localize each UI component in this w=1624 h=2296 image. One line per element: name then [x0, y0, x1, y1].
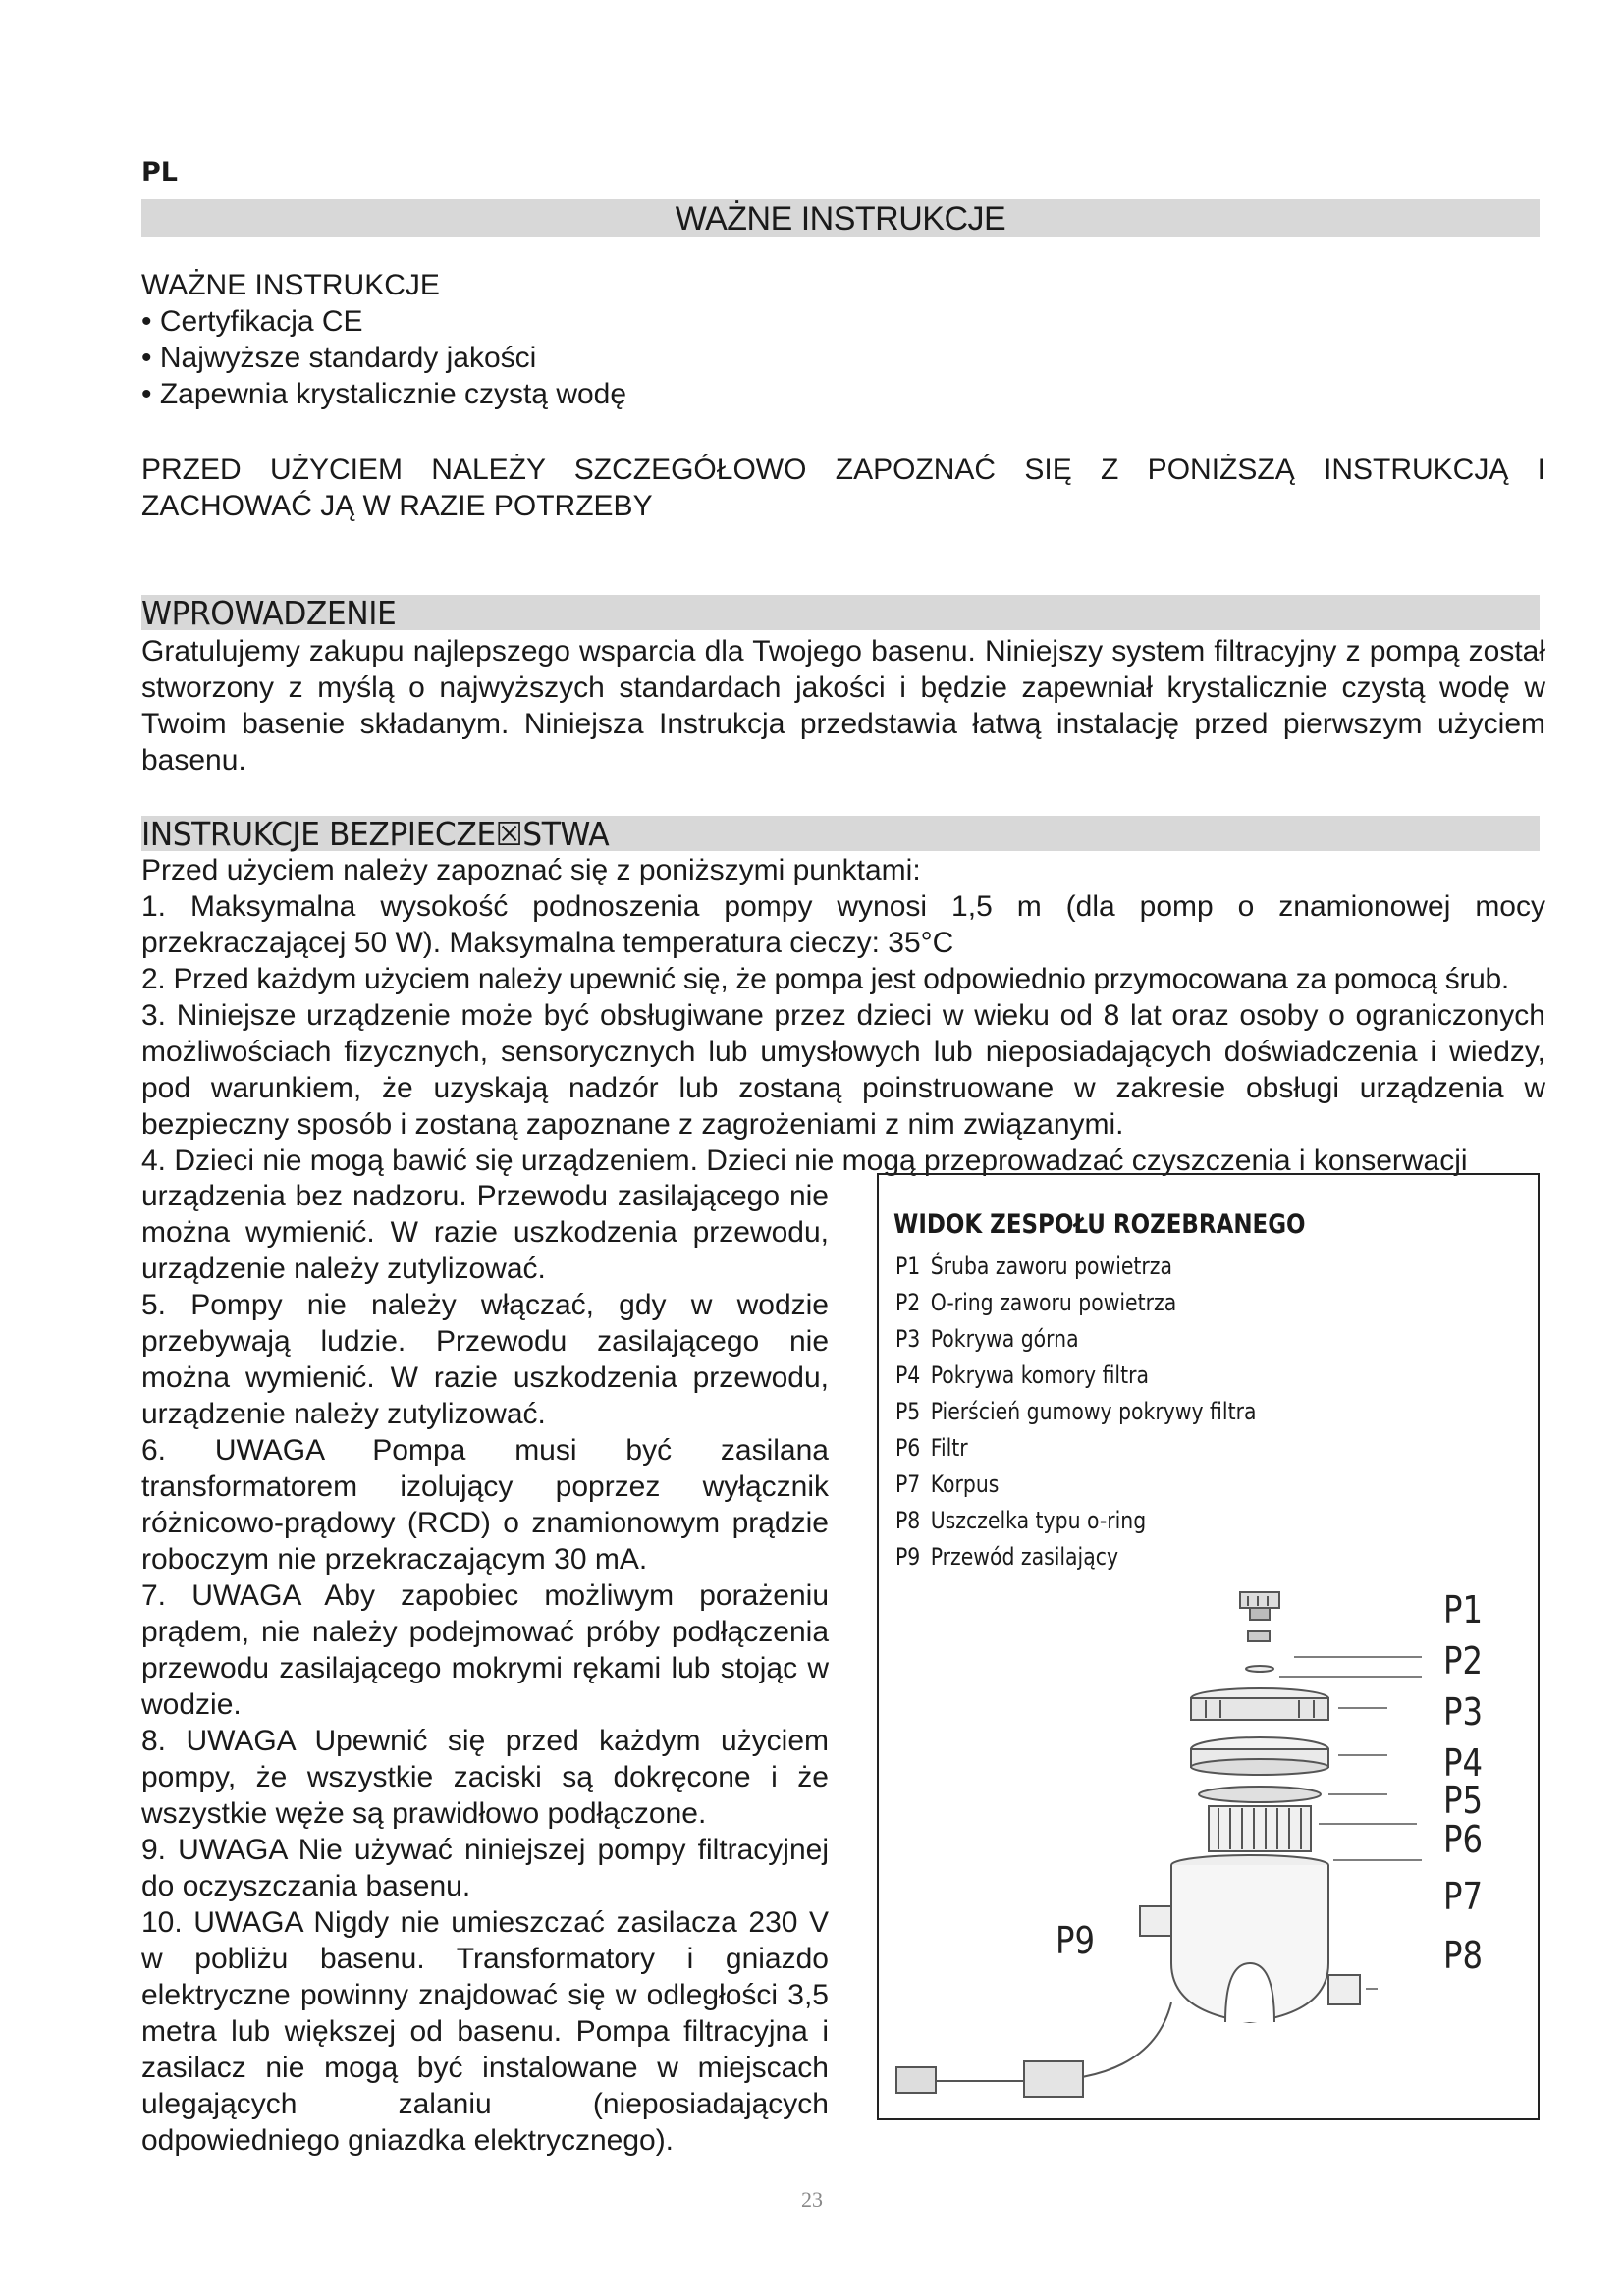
air-valve-screw	[1240, 1592, 1279, 1620]
power-cable	[896, 2002, 1171, 2097]
notice-block	[141, 452, 1545, 524]
notice-line-1: PRZED UŻYCIEM NALEŻY SZCZEGÓŁOWO ZAPOZNAĆ SIĘ Z PONIŻSZĄ INSTRUKCJĄ I	[141, 454, 1545, 486]
page-number: 23	[801, 2187, 823, 2212]
safety-item-4-cont: urządzenia bez nadzoru. Przewodu zasilającego nie można wymienić. W razie uszkodzenia przewodu, urządzenie należy zutylizować.	[141, 1180, 829, 1285]
pump-body	[1140, 1855, 1360, 2022]
part-row: P6 Filtr	[895, 1434, 968, 1462]
part-row: P7 Korpus	[895, 1470, 1000, 1498]
title-bar	[141, 199, 1540, 237]
intro-heading: WAŻNE INSTRUKCJE	[141, 269, 440, 301]
part-row: P4 Pokrywa komory filtra	[895, 1362, 1149, 1389]
safety-item-5: 5. Pompy nie należy włączać, gdy w wodzie przebywają ludzie. Przewodu zasilającego nie można wymienić. W razie uszkodzenia przewodu, urządzenie należy zutylizować.	[141, 1289, 829, 1430]
safety-item-6: 6. UWAGA Pompa musi być zasilana transformatorem izolujący poprzez wyłącznik różnicowo-prądowy (RCD) o znamionowym prądzie roboczym nie przekraczającym 30 mA.	[141, 1434, 829, 1575]
safety-item-4: 4. Dzieci nie mogą bawić się urządzeniem. Dzieci nie mogą przeprowadzać czyszczenia i konserwacji	[141, 1145, 1468, 1177]
exploded-pump-illustration	[877, 1571, 1540, 2120]
safety-item-1: 1. Maksymalna wysokość podnoszenia pompy wynosi 1,5 m (dla pomp o znamionowej mocy przekraczającej 50 W). Maksymalna temperatura cieczy: 35°C	[141, 890, 1545, 959]
callout-p8: P8	[1443, 1934, 1484, 1977]
section-title-safety: INSTRUKCJE BEZPIECZE☒STWA	[141, 815, 610, 853]
filter-cartridge	[1209, 1806, 1311, 1851]
callout-p3: P3	[1443, 1690, 1484, 1734]
small-oring	[1246, 1666, 1273, 1672]
exploded-view-title: WIDOK ZESPOŁU ROZEBRANEGO	[893, 1209, 1306, 1240]
part-row: P2 O-ring zaworu powietrza	[895, 1289, 1177, 1316]
part-row: P1 Śruba zaworu powietrza	[895, 1253, 1173, 1280]
section-title-intro: WPROWADZENIE	[141, 594, 397, 632]
safety-item-3: 3. Niniejsze urządzenie może być obsługiwane przez dzieci w wieku od 8 lat oraz osoby o ograniczonych możliwościach fizycznych, sensorycznych lub umysłowych lub nieposiadających doświadczenia i wiedzy, pod warunkiem, że uzyskają nadzór lub zostaną poinstruowane w zakresie obsługi urządzenia w bezpieczny sposób i zostaną zapoznane z zagrożeniami z nim związanymi.	[141, 999, 1545, 1141]
part-row: P3 Pokrywa górna	[895, 1325, 1079, 1353]
callout-p2: P2	[1443, 1639, 1484, 1682]
callout-p9: P9	[1056, 1919, 1096, 1962]
callout-p4: P4	[1443, 1741, 1484, 1785]
rubber-ring	[1199, 1787, 1321, 1802]
filter-chamber-cover	[1191, 1737, 1328, 1775]
intro-block	[141, 267, 626, 412]
callout-p6: P6	[1443, 1818, 1484, 1861]
part-row: P8 Uszczelka typu o-ring	[895, 1507, 1147, 1534]
safety-item-10: 10. UWAGA Nigdy nie umieszczać zasilacza 230 V w pobliżu basenu. Transformatory i gniazdo elektryczne powinny znajdować się w odległości 3,5 metra lub większej od basenu. Pompa filtracyjna i zasilacz nie mogą być instalowane w miejscach ulegających zalaniu (nieposiadających odpowiedniego gniazdka elektrycznego).	[141, 1906, 829, 2157]
safety-item-9: 9. UWAGA Nie używać niniejszej pompy filtracyjnej do oczyszczania basenu.	[141, 1834, 829, 1902]
bullet-1: • Certyfikacja CE	[141, 305, 363, 338]
part-row: P5 Pierścień gumowy pokrywy filtra	[895, 1398, 1257, 1425]
safety-full-width	[141, 852, 1545, 1179]
section-bar-intro	[141, 595, 1540, 630]
safety-item-8: 8. UWAGA Upewnić się przed każdym użyciem pompy, że wszystkie zaciski są dokręcone i że wszystkie węże są prawidłowo podłączone.	[141, 1725, 829, 1830]
air-valve-oring	[1248, 1631, 1270, 1641]
callout-p7: P7	[1443, 1875, 1484, 1918]
bullet-3: • Zapewnia krystalicznie czystą wodę	[141, 378, 627, 410]
parts-list	[895, 1249, 1256, 1575]
top-cover	[1191, 1688, 1328, 1720]
part-row: P9 Przewód zasilający	[895, 1543, 1119, 1571]
bullet-2: • Najwyższe standardy jakości	[141, 342, 537, 374]
callout-p1: P1	[1443, 1588, 1484, 1631]
intro-paragraph: Gratulujemy zakupu najlepszego wsparcia dla Twojego basenu. Niniejszy system filtracyjny z pompą został stworzony z myślą o najwyższych standardach jakości i będzie zapewniał krystalicznie czystą wodę w Twoim basenie składanym. Niniejsza Instrukcja przedstawia łatwą instalację przed pierwszym użyciem basenu.	[141, 635, 1545, 776]
section-bar-safety	[141, 816, 1540, 851]
safety-item-7: 7. UWAGA Aby zapobiec możliwym porażeniu prądem, nie należy podejmować próby podłączenia przewodu zasilającego mokrymi rękami lub stojąc w wodzie.	[141, 1579, 829, 1721]
safety-item-2: 2. Przed każdym użyciem należy upewnić się, że pompa jest odpowiednio przymocowana za pomocą śrub.	[141, 963, 1509, 995]
language-code: PL	[141, 157, 178, 187]
page-title: WAŻNE INSTRUKCJE	[675, 200, 1006, 238]
safety-column	[141, 1178, 829, 2159]
callout-p5: P5	[1443, 1779, 1484, 1822]
safety-lead: Przed użyciem należy zapoznać się z poniższymi punktami:	[141, 854, 921, 886]
notice-line-2: ZACHOWAĆ JĄ W RAZIE POTRZEBY	[141, 490, 653, 522]
